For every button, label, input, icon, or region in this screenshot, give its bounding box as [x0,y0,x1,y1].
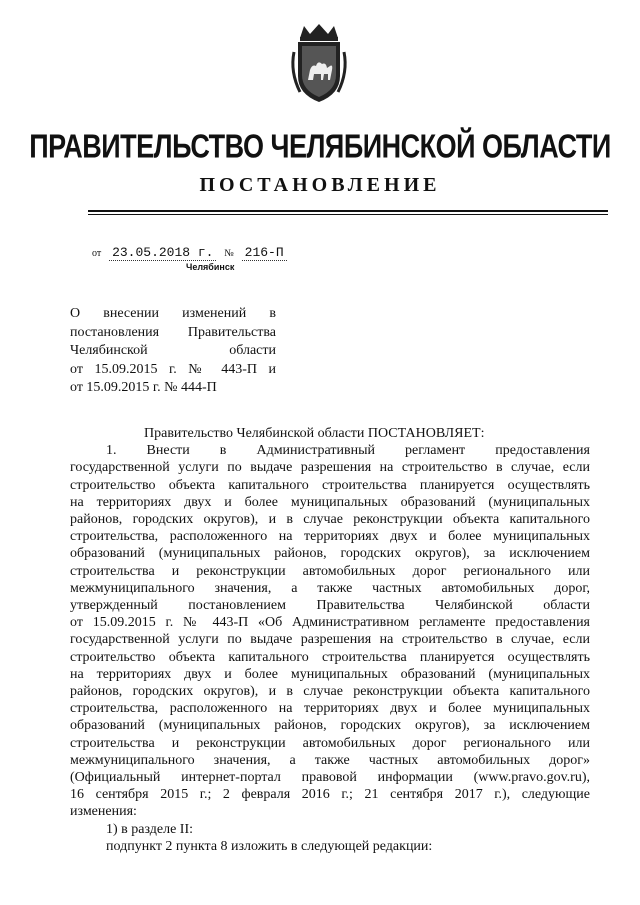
header-divider-thin [88,214,608,215]
topic-line: от 15.09.2015 г. № 443-П и [70,361,276,377]
body-line: строительства, расположенного на территориях двух и более муниципальных [70,701,590,717]
body-line: строительство объекта капитального строительства планируется осуществлять [70,649,590,665]
body-line: образований (муниципальных районов, городских округов), за исключением [70,546,590,562]
body-line: государственной услуги по выдаче разрешения на строительство в случае, если [70,632,590,648]
section-item: 1) в разделе II: [106,821,194,837]
body-line: строительства и реконструкции автомобильных дорог регионального или [70,563,590,579]
header-divider [88,210,608,212]
body-line: строительства и реконструкции автомобильных дорог регионального или [70,735,590,751]
body-line: межмуниципального значения, а также частных автомобильных дорог, [70,580,590,596]
body-line: образований (муниципальных районов, городских округов), за исключением [70,718,590,734]
from-prefix: от [92,248,102,259]
coat-of-arms-icon [286,22,352,106]
document-type-title: ПОСТАНОВЛЕНИЕ [199,174,441,196]
body-line: (Официальный интернет-портал правовой информации (www.pravo.gov.ru), [70,770,590,786]
subsection-item: подпункт 2 пункта 8 изложить в следующей редакции: [106,838,433,854]
number-prefix: № [224,248,234,259]
date-number-line [92,245,287,261]
body-line: на территориях двух и более муниципальных образований (муниципальных [70,666,590,682]
body-line: 16 сентября 2015 г.; 2 февраля 2016 г.; 21 сентября 2017 г.), следующие [70,787,590,803]
body-line: строительства, расположенного на территориях двух и более муниципальных [70,529,590,545]
topic-line: О внесении изменений в [70,306,276,321]
preamble: Правительство Челябинской области ПОСТАНОВЛЯЕТ: [144,426,485,441]
body-line: от 15.09.2015 г. № 443-П «Об Административном регламенте предоставления [70,615,590,631]
document-number: 216-П [242,245,287,261]
city-label: Челябинск [186,262,235,272]
body-line: 1. Внести в Административный регламент предоставления [106,443,590,459]
body-line: утвержденный постановлением Правительства Челябинской области [70,598,590,614]
topic-line: постановления Правительства [70,324,276,340]
government-title: ПРАВИТЕЛЬСТВО ЧЕЛЯБИНСКОЙ ОБЛАСТИ [29,128,611,165]
body-line: изменения: [70,804,137,820]
body-line: районов, городских округов), и в случае реконструкции объекта капитального [70,512,590,528]
topic-line: Челябинской области [70,343,276,358]
body-line: строительство объекта капитального строительства планируется осуществлять [70,477,590,493]
body-line: государственной услуги по выдаче разрешения на строительство в случае, если [70,460,590,476]
topic-line: от 15.09.2015 г. № 444-П [70,380,217,395]
body-line: на территориях двух и более муниципальных образований (муниципальных [70,494,590,510]
document-topic [70,305,276,398]
body-line: районов, городских округов), и в случае реконструкции объекта капитального [70,684,590,700]
document-date: 23.05.2018 г. [109,245,216,261]
document-body [70,425,590,855]
body-line: межмуниципального значения, а также частных автомобильных дорог» [70,752,590,768]
